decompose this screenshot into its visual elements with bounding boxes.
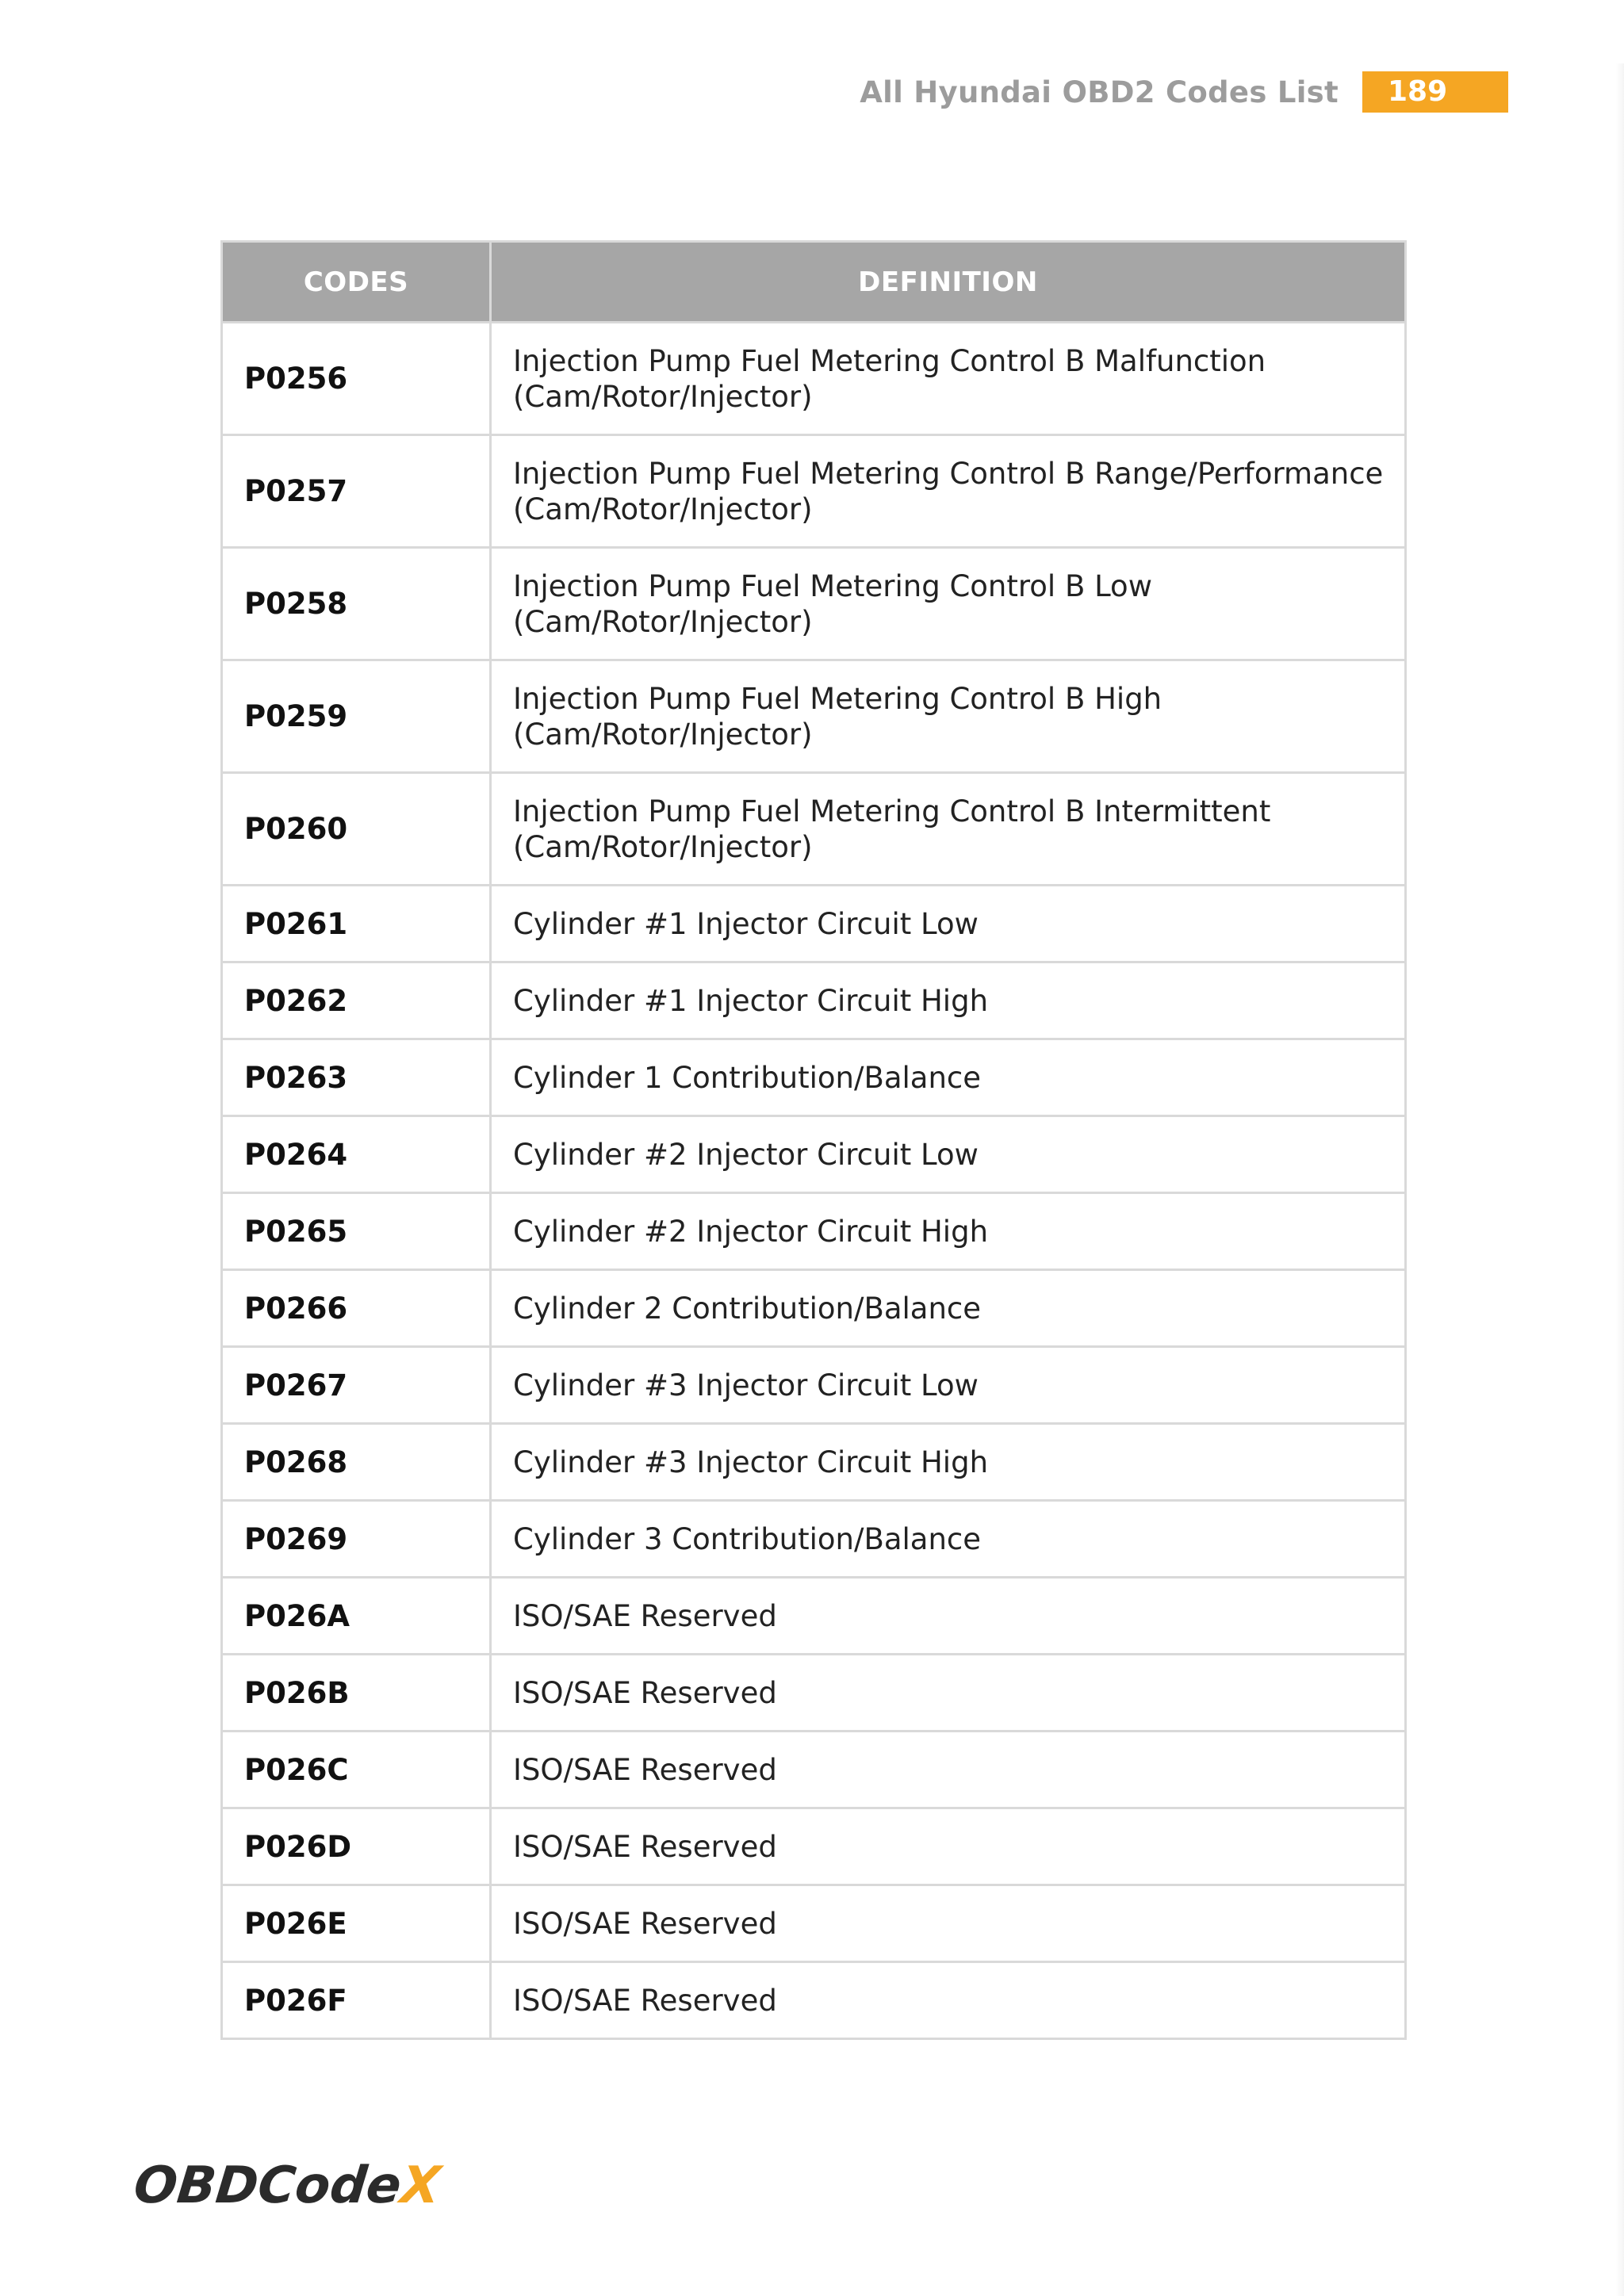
definition-line: ISO/SAE Reserved [513, 1675, 777, 1710]
table-row [222, 1732, 1406, 1808]
code-cell: P0260 [222, 773, 491, 886]
obdcodex-logo [131, 2150, 443, 2215]
table-row [222, 1270, 1406, 1347]
definition-line: Cylinder #3 Injector Circuit High [513, 1445, 989, 1479]
table-row [222, 1808, 1406, 1885]
definition-cell [491, 1193, 1406, 1270]
logo-wordmark [131, 2156, 446, 2215]
table-row [222, 886, 1406, 962]
definition-cell [491, 1501, 1406, 1578]
page-header [860, 71, 1508, 113]
definition-line: Cylinder 3 Contribution/Balance [513, 1521, 982, 1556]
page-number-badge: 189 [1362, 71, 1508, 113]
definition-line: Cylinder 2 Contribution/Balance [513, 1291, 982, 1326]
code-cell: P0264 [222, 1116, 491, 1193]
code-cell: P026A [222, 1578, 491, 1655]
definition-line: Cylinder 1 Contribution/Balance [513, 1060, 982, 1095]
definition-cell [491, 1270, 1406, 1347]
definition-line: Injection Pump Fuel Metering Control B Range/Performance [513, 456, 1384, 491]
definition-cell [491, 435, 1406, 548]
table-row [222, 962, 1406, 1039]
code-cell: P0266 [222, 1270, 491, 1347]
definition-cell [491, 660, 1406, 773]
definition-cell [491, 962, 1406, 1039]
table-row [222, 1193, 1406, 1270]
code-cell: P026E [222, 1885, 491, 1962]
code-cell: P0261 [222, 886, 491, 962]
definition-line: Injection Pump Fuel Metering Control B Intermittent [513, 794, 1271, 828]
definition-cell [491, 1962, 1406, 2039]
code-cell: P0257 [222, 435, 491, 548]
code-cell: P0262 [222, 962, 491, 1039]
definition-line: (Cam/Rotor/Injector) [513, 829, 813, 864]
table-row [222, 1578, 1406, 1655]
table-row [222, 1347, 1406, 1424]
table-header-row [222, 242, 1406, 323]
code-cell: P026D [222, 1808, 491, 1885]
definition-cell [491, 1808, 1406, 1885]
definition-line: ISO/SAE Reserved [513, 1906, 777, 1941]
definition-line: ISO/SAE Reserved [513, 1752, 777, 1787]
definition-cell [491, 323, 1406, 435]
table-row [222, 1962, 1406, 2039]
definition-line: Cylinder #2 Injector Circuit Low [513, 1137, 979, 1172]
definition-cell [491, 1578, 1406, 1655]
code-cell: P0265 [222, 1193, 491, 1270]
definition-cell [491, 1424, 1406, 1501]
definition-cell [491, 886, 1406, 962]
definition-cell [491, 1347, 1406, 1424]
definition-cell [491, 548, 1406, 660]
table-row [222, 773, 1406, 886]
column-header-codes: CODES [222, 242, 491, 323]
definition-line: Cylinder #1 Injector Circuit Low [513, 906, 979, 941]
code-cell: P0256 [222, 323, 491, 435]
table-row [222, 548, 1406, 660]
table-row [222, 323, 1406, 435]
definition-line: Cylinder #2 Injector Circuit High [513, 1214, 989, 1249]
table-row [222, 1501, 1406, 1578]
code-cell: P026C [222, 1732, 491, 1808]
definition-cell [491, 1732, 1406, 1808]
code-cell: P026F [222, 1962, 491, 2039]
definition-cell [491, 1885, 1406, 1962]
table-row [222, 1039, 1406, 1116]
definition-line: (Cam/Rotor/Injector) [513, 717, 813, 752]
table-row [222, 1885, 1406, 1962]
logo-main-text: OBDCode [131, 2156, 404, 2215]
table-row [222, 1424, 1406, 1501]
code-cell: P0267 [222, 1347, 491, 1424]
table-body [222, 323, 1406, 2039]
page-edge-shadow [1616, 63, 1624, 2296]
definition-line: ISO/SAE Reserved [513, 1983, 777, 2018]
definition-line: Injection Pump Fuel Metering Control B Malfunction [513, 343, 1266, 378]
code-cell: P0269 [222, 1501, 491, 1578]
definition-line: Cylinder #1 Injector Circuit High [513, 983, 989, 1018]
code-cell: P0268 [222, 1424, 491, 1501]
table-row [222, 660, 1406, 773]
definition-line: (Cam/Rotor/Injector) [513, 604, 813, 639]
definition-line: (Cam/Rotor/Injector) [513, 379, 813, 414]
definition-line: Injection Pump Fuel Metering Control B High [513, 681, 1162, 716]
table-row [222, 435, 1406, 548]
code-cell: P0263 [222, 1039, 491, 1116]
definition-cell [491, 1655, 1406, 1732]
definition-line: ISO/SAE Reserved [513, 1598, 777, 1633]
header-title: All Hyundai OBD2 Codes List [860, 75, 1339, 109]
definition-cell [491, 1039, 1406, 1116]
code-cell: P026B [222, 1655, 491, 1732]
definition-line: Cylinder #3 Injector Circuit Low [513, 1368, 979, 1402]
column-header-definition: DEFINITION [491, 242, 1406, 323]
definition-line: ISO/SAE Reserved [513, 1829, 777, 1864]
code-cell: P0259 [222, 660, 491, 773]
definition-line: Injection Pump Fuel Metering Control B Low [513, 568, 1152, 603]
code-cell: P0258 [222, 548, 491, 660]
table-row [222, 1655, 1406, 1732]
definition-line: (Cam/Rotor/Injector) [513, 492, 813, 526]
definition-cell [491, 1116, 1406, 1193]
table-row [222, 1116, 1406, 1193]
definition-cell [491, 773, 1406, 886]
codes-table [220, 240, 1407, 2040]
logo-accent-text: X [397, 2156, 443, 2215]
